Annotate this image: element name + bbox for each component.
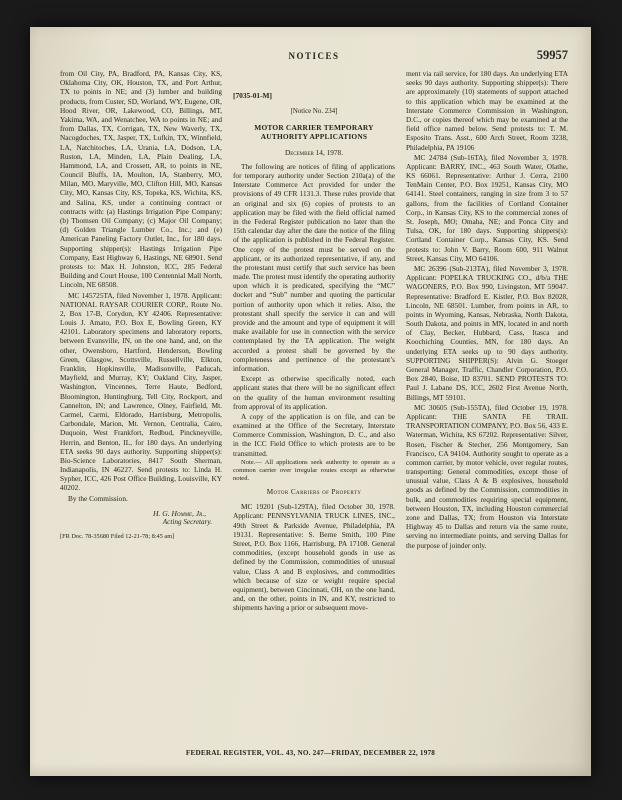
notice-heading: MOTOR CARRIER TEMPORARY AUTHORITY APPLICATIONS — [254, 123, 374, 142]
page-number: 59957 — [536, 48, 568, 62]
page-header — [60, 48, 568, 65]
paragraph: The following are notices of filing of applications for temporary authority under Section 210a(a) of the Interstate Commerce Act provided for under the provisions of 49 CFR 1131.3. These rules provide that an original and six (6) copies of protests to an application may be filed with the field official named in the Federal Register publication no later than the 15th calendar day after the date the notice of the filing of the application is published in the Federal Register. One copy of the protest must be served on the applicant, or its authorized representative, if any, and the protestant must certify that such service has been made. The protest must identify the operating authority upon which it is predicated, specifying the “MC” docket and “Sub” number and quoting the particular portion of authority upon which it relies. Also, the protestant shall specify the service it can and will provide and the amount and type of equipment it will make available for use in connection with the service contemplated by the TA application. The weight accorded a protest shall be governed by the completeness and pertinence of the protestant’s information. — [233, 161, 395, 373]
paragraph: MC 26396 (Sub-213TA), filed November 3, 1978. Applicant: POPELKA TRUCKING CO., d/b/a THE WAGONERS, P.O. Box 990, Livingston, MT 59047. Representative: Bradford E. Kistler, P.O. Box 82028, Lincoln, NE 68501. Lumber, from points in AR, to points in Wyoming, Kansas, Nebraska, North Dakota, South Dakota, and points in MN, located in and north of Clay, Becker, Hubbard, Cass, Itasca and Koochiching Counties, MN, for 180 days. An underlying ETA seeks up to 90 days authority. SUPPORTING SHIPPER(S): Alvin G. Stoeger General Manager, Traffic, Chandler Corporation, P.O. Box 2840, Boise, ID 83701. SEND PROTESTS TO: Paul J. Labane DS, ICC, 2602 First Avenue North, Billings, MT 59101. — [406, 263, 568, 402]
paragraph: Except as otherwise specifically noted, each applicant states that there will be no significant effect on the quality of the human environment resulting from approval of its application. — [233, 374, 395, 411]
paragraph: ment via rail service, for 180 days. An underlying ETA seeks 90 days authority. Supporting shipper(s): There are approximately (10) statements of support attached to this application which may be examined at the Interstate Commerce Commission in Washington, D.C., or copies thereof which may be examined at the field office named below. Send protests to: T. M. Esposito Trans. Asst., 600 Arch Street, Room 3238, Philadelphia, PA 19106 — [406, 69, 568, 152]
paragraph: MC 24784 (Sub-16TA), filed November 3, 1978. Applicant: BARRY, INC., 463 South Water, Olathe, KS 66061. Representative: Arthur J. Cerra, 2100 TenMain Center, P.O. Box 19251, Kansas City, MO 64141. Steel containers, ranging in size from 3 to 57 gallons, from the facilities of Cortland Container Corp., in Kansas City, KS to the commercial zones of St. Joseph, MO; Omaha, NE; and Ponca City and Tulsa, OK, for 180 days. Supporting shippers(s): Cortland Container Corp., Kansas City, KS. Send protests to: John V. Barry, Room 600, 911 Walnut Street, Kansas City, MO 64106. — [406, 152, 568, 263]
date-line: December 14, 1978. — [284, 147, 344, 157]
column-middle — [233, 69, 395, 730]
signature-name: H. G. Homme, Jr., — [152, 508, 206, 518]
fr-doc-line: [FR Doc. 78-35680 Filed 12-21-78; 8:45 am] — [60, 533, 175, 541]
section-title: NOTICES — [288, 51, 340, 61]
column-left — [60, 69, 222, 730]
column-right — [406, 69, 568, 730]
notice-number: [Notice No. 234] — [290, 108, 338, 116]
document-page — [30, 27, 591, 776]
paragraph: from Oil City, PA, Bradford, PA, Kansas City, KS, Oklahoma City, OK, Houston, TX, and Port Arthur, TX to points in NE; and (3) lumber and building products, from Custer, SD, Worland, WY, Eugene, OR, Hood River, OR, Lakewood, CO, Billings, MT, Yakima, WA, and Wenatchee, WA to points in NE; and from Dallas, TX, Corrigan, TX, New Waverly, TX, Nacogdoches, TX, Jasper, TX, Lufkin, TX, Winnfield, LA, Natchitoches, LA, Urania, LA, Dodson, LA, Ruston, LA, Minden, LA, Plain Dealing, LA, Hammond, LA, and Crossett, AR, to points in NE, Council Bluffs, IA, Moulton, IA, Stanberry, MO, Milan, MO, Maryville, MO, Clifton Hill, MO, Kansas City, MO, Kansas City, KS, Topeka, KS, Wichita, KS, and Salina, KS, under a continuing contract or contracts with: (a) Hastings Irrigation Pipe Company; (b) Thomsen Oil Company; (c) Major Oil Company; (d) Golden Triangle Lumber Co., Inc.; and (e) American Paneling Factory Outlet, Inc., for 180 days. Supporting shipper(s): Hastings Irrigation Pipe Company, East Highway 6, Hastings, NE 68901. Send protests to: Max H. Johnston, ICC, 285 Federal Building and Court House, 100 Centennial Mall North, Lincoln, NE 68508. — [60, 69, 222, 290]
paragraph: MC 19201 (Sub-129TA), filed October 30, 1978. Applicant: PENNSYLVANIA TRUCK LINES, INC., 49th Street & Parkside Avenue, Philadelphia, PA 19131. Representative: S. Berne Smith, 100 Pine Street, P.O. Box 1166, Harrisburg, PA 17108. General commodities, (except household goods in use as defined by the Commission, commodities of unusual value, Class A and B explosives, and commodities which because of size or weight require special equipment), between Cincinnati, OH, on the one hand, and, on the other, points in IN, and KY, restricted to shipments having a prior or subsequent move- — [233, 502, 395, 613]
by-the-commission-line: By the Commission. — [68, 493, 128, 503]
page-footer: FEDERAL REGISTER, VOL. 43, NO. 247—FRIDAY, DECEMBER 22, 1978 — [185, 749, 436, 757]
signature-title: Acting Secretary. — [162, 518, 212, 527]
billing-code: [7035-01-M] — [233, 91, 272, 100]
text-columns — [60, 69, 568, 730]
paragraph: MC 30605 (Sub-155TA), filed October 19, 1978. Applicant: THE SANTA FE TRAIL TRANSPORTATION COMPANY, P.O. Box 56, 433 E. Waterman, Wichita, KS 67202. Representative: Silver, Rosen, Fischer & Stecher, 256 Montgomery, San Francisco, CA 94104. Authority sought to operate as a common carrier, by motor vehicle, over regular routes, transporting: General commodities, except those of unusual value, Class A & B explosives, household goods as defined by the Commission, commodities in bulk, and commodities requiring special equipment, between Houston, TX, including Houston commercial zone and Dallas, TX; from Houston via Interstate Highway 45 to Dallas and return via the same route, serving no intermediate points, and serving Dallas for the purpose of joinder only. — [406, 402, 568, 550]
paragraph: MC 145725TA, filed November 1, 1978. Applicant: NATIONAL RAYSAR COURIER CORP., Route No. 2, Box 17-B, Corydon, KY 42406. Representative: Louis J. Amato, P.O. Box E, Bowling Green, KY 42101. Laboratory specimens and laboratory reports, between Evansville, IN, on the one hand, and, on the other, Owensboro, Hartford, Henderson, Bowling Green, Glasgow, Scottsville, Russellville, Elkton, Franklin, Hopkinsville, Madisonville, Paducah, Mayfield, and Murray, KY; Oakland City, Jasper, Washington, Vincennes, Terre Haute, Bedford, Bloomington, Huntingburg, Tell City, Rockport, and Cannelton, IN; and Lawrence, Olney, Fairfield, Mt. Carmel, Carmi, Eldorado, Harrisburg, Metropolis, Carbondale, Marion, Mt. Vernon, Centralia, Cairo, Duquoin, West Frankfort, Redbud, Pinckneyville, Herrin, and Benton, IL, for 180 days. An underlying ETA seeks 90 days authority. Supporting shipper(s): Bio-Science Laboratories, 8417 South Sherman, Indianapolis, IN 46227. Send protests to: Linda H. Sypher, ICC, 426 Post Office Building, Louisville, KY 40202. — [60, 290, 222, 493]
subsection-heading: Motor Carriers of Property — [266, 488, 362, 497]
paragraph: A copy of the application is on file, and can be examined at the Office of the Secretary, Interstate Commerce Commission, Washington, D. C., and also in the ICC Field Office to which protests are to be transmitted. — [233, 411, 395, 458]
note-paragraph: Note.— All applications seek authority to operate as a common carrier over irregular routes except as otherwise noted. — [233, 458, 395, 483]
